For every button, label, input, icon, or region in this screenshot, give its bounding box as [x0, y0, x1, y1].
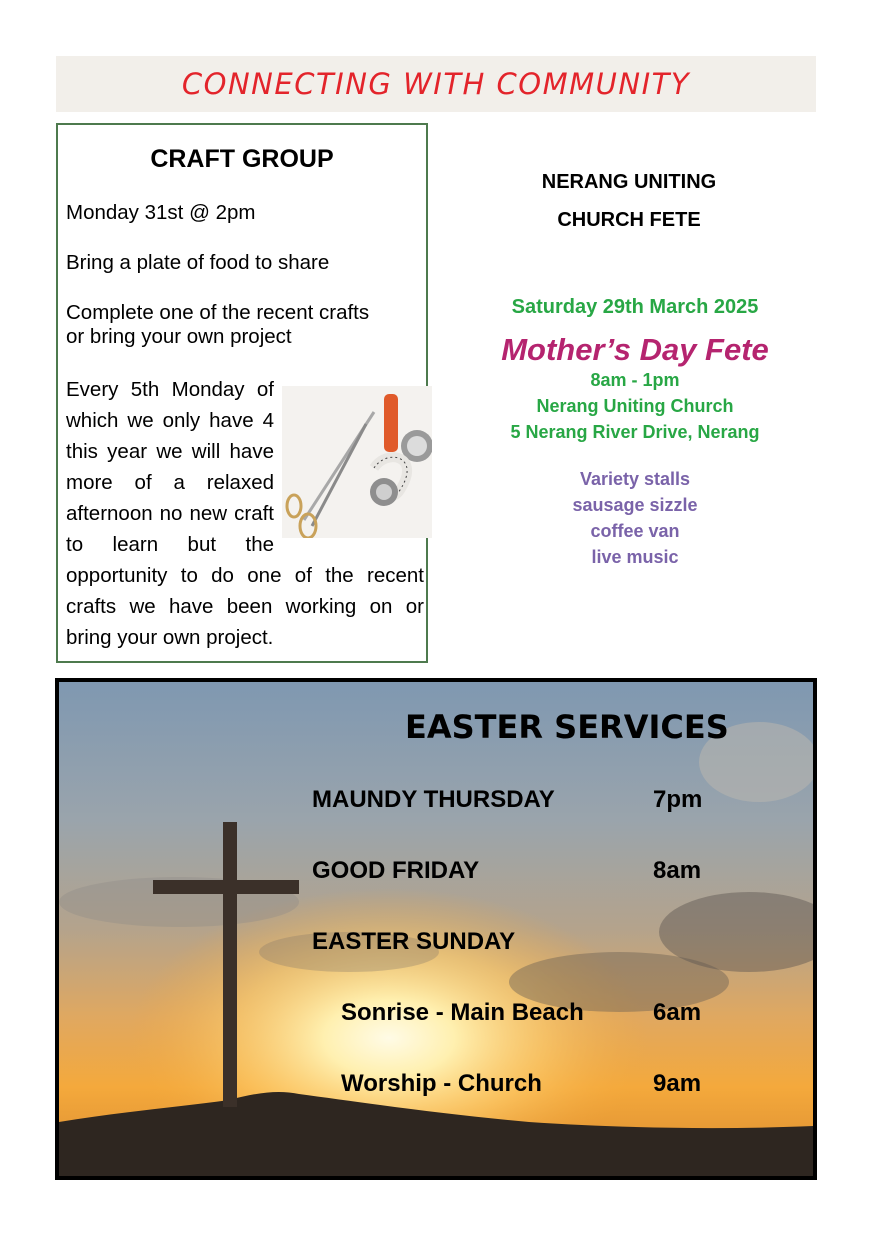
- easter-services-panel: [55, 678, 817, 1180]
- craft-group-box: [56, 123, 428, 663]
- fete-feature: coffee van: [590, 521, 680, 541]
- fete-org-line-1: NERANG UNITING: [541, 171, 717, 193]
- fete-feature: live music: [591, 547, 679, 567]
- fete-name: Mother’s Day Fete: [501, 332, 769, 367]
- fete-feature: Variety stalls: [579, 469, 691, 489]
- service-name: GOOD FRIDAY: [312, 857, 480, 884]
- craft-paragraph: Every 5th Monday of which we only have 4 this year we will have more of a relaxed afternoon no new craft to learn but the opportunity to do one of the recent crafts we have been working on or bring your own project.: [66, 378, 424, 649]
- craft-complete-line-1: Complete one of the recent crafts: [66, 301, 370, 324]
- service-name: EASTER SUNDAY: [312, 928, 516, 955]
- fete-time: 8am - 1pm: [590, 370, 680, 390]
- easter-title: EASTER SERVICES: [405, 708, 729, 746]
- fete-org-line-2: CHURCH FETE: [557, 209, 701, 231]
- service-time: 8am: [653, 857, 702, 884]
- header-banner: [56, 56, 816, 112]
- service-time: 9am: [653, 1070, 702, 1097]
- craft-title: CRAFT GROUP: [150, 145, 334, 173]
- craft-date: Monday 31st @ 2pm: [66, 201, 256, 224]
- service-name: MAUNDY THURSDAY: [312, 786, 555, 813]
- craft-supplies-image: [282, 386, 432, 538]
- service-time: 6am: [653, 999, 702, 1026]
- fete-address: 5 Nerang River Drive, Nerang: [510, 422, 760, 442]
- fete-venue: Nerang Uniting Church: [536, 396, 734, 416]
- fete-date: Saturday 29th March 2025: [511, 296, 759, 318]
- service-name: Worship - Church: [341, 1070, 542, 1097]
- craft-paragraph-block: [66, 374, 424, 653]
- service-name: Sonrise - Main Beach: [341, 999, 584, 1026]
- fete-feature: sausage sizzle: [572, 495, 698, 515]
- page-title: CONNECTING WITH COMMUNITY: [181, 67, 691, 101]
- craft-food: Bring a plate of food to share: [66, 251, 330, 274]
- service-time: 7pm: [653, 786, 703, 813]
- craft-complete-line-2: or bring your own project: [66, 325, 292, 348]
